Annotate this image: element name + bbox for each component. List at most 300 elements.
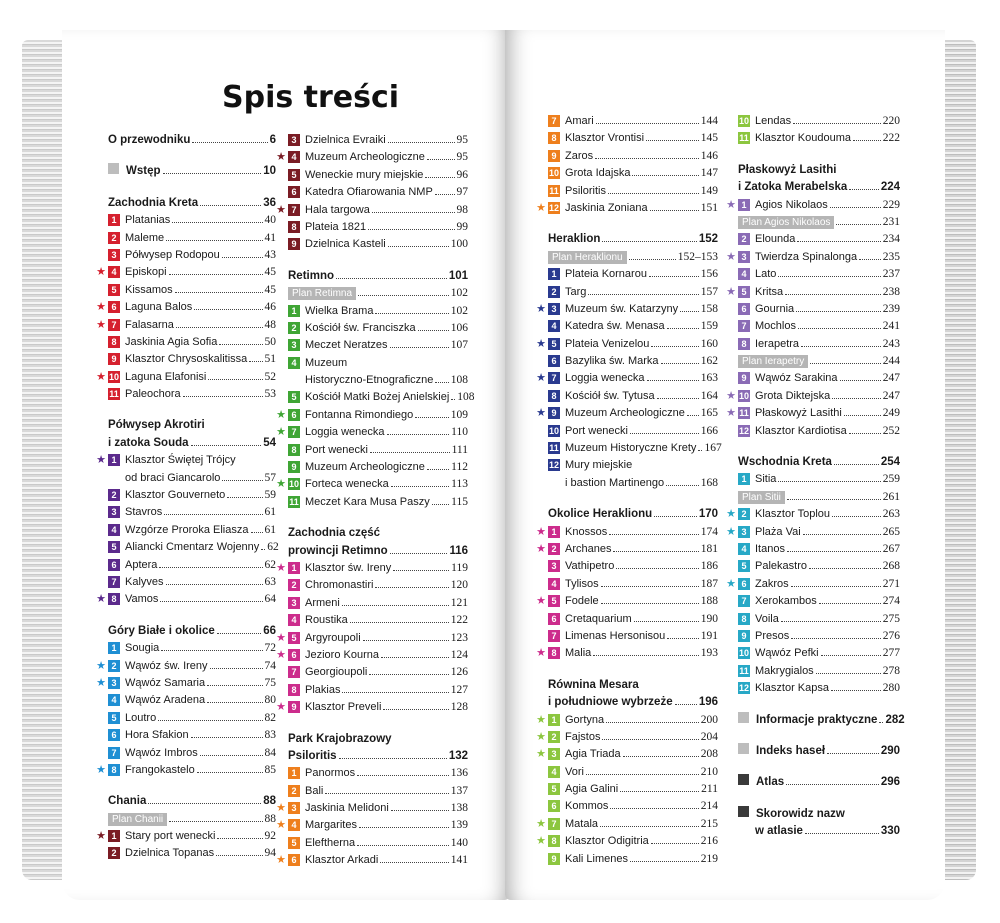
page-number: 238 — [882, 285, 900, 298]
toc-entry — [108, 811, 276, 828]
star-icon: ★ — [726, 525, 736, 538]
entry-number-badge: 7 — [548, 372, 560, 384]
entry-number-badge: 3 — [288, 597, 300, 609]
entry-label: i południowe wybrzeże — [548, 696, 673, 709]
page-number: 6 — [269, 134, 276, 146]
toc-column-2 — [276, 132, 475, 870]
entry-number-badge: 11 — [109, 389, 119, 400]
page-number: 276 — [882, 629, 900, 642]
entry-label: Wzgórze Proroka Eliasza — [125, 523, 249, 536]
entry-number-badge: 2 — [108, 660, 120, 672]
toc-section-heading — [108, 417, 276, 434]
entry-label: Fajstos — [565, 730, 601, 743]
entry-label: Dzielnica Evraiki — [305, 134, 386, 146]
entry-label: Presos — [755, 629, 790, 642]
entry-label: Wstęp — [126, 165, 161, 178]
toc-entry — [548, 781, 718, 798]
page-number: 95 — [456, 134, 468, 146]
page-number: 95 — [456, 151, 468, 164]
entry-number-badge: 9 — [548, 853, 560, 865]
toc-section-heading — [738, 806, 900, 823]
toc-entry — [276, 817, 468, 834]
entry-number-badge: 7 — [548, 630, 560, 642]
toc-entry — [288, 389, 475, 406]
leader-dots — [200, 755, 263, 756]
entry-number-badge: 6 — [108, 301, 120, 313]
toc-entry — [276, 149, 468, 166]
entry-label: Muzeum Archeologiczne — [305, 151, 425, 164]
toc-column-3 — [536, 113, 722, 868]
page-number: 99 — [456, 220, 468, 233]
star-icon: ★ — [276, 203, 286, 216]
star-icon: ★ — [726, 389, 736, 402]
entry-number-badge: 6 — [288, 649, 300, 661]
toc-entry — [276, 699, 468, 716]
toc-entry — [108, 386, 276, 403]
leader-dots — [435, 194, 455, 195]
entry-number-badge: 8 — [108, 336, 120, 348]
leader-dots — [191, 737, 263, 738]
leader-dots — [654, 516, 697, 517]
entry-number-badge: 1 — [108, 454, 120, 466]
leader-dots — [207, 702, 262, 703]
toc-section-heading — [738, 823, 900, 840]
entry-number-badge: 2 — [288, 322, 300, 334]
page-number: 234 — [882, 233, 900, 246]
entry-number-badge: 3 — [108, 677, 120, 689]
leader-dots — [166, 240, 262, 241]
leader-dots — [606, 722, 699, 723]
entry-number-badge: 8 — [738, 338, 750, 350]
entry-label: Klasztor Gouverneto — [125, 489, 226, 502]
star-icon: ★ — [96, 763, 106, 776]
entry-number-badge: 11 — [739, 665, 749, 676]
page-number: 249 — [882, 407, 900, 420]
entry-number-badge: 3 — [548, 303, 560, 315]
leader-dots — [158, 720, 262, 721]
entry-label: Płaskowyż Lasithi — [755, 407, 842, 420]
page-number: 211 — [701, 783, 718, 796]
entry-label: Gournia — [755, 302, 795, 315]
entry-number-badge: 2 — [288, 579, 300, 591]
entry-label: Półwysep Akrotiri — [108, 419, 205, 432]
page-number: 115 — [451, 495, 468, 508]
entry-label: Psiloritis — [565, 184, 606, 197]
entry-number-badge: 11 — [289, 496, 299, 507]
entry-label: Wschodnia Kreta — [738, 456, 832, 469]
entry-label: Falasarna — [125, 318, 174, 331]
leader-dots — [172, 222, 262, 223]
leader-dots — [651, 346, 698, 347]
entry-label: Weneckie mury miejskie — [305, 168, 424, 181]
page-number: 113 — [451, 478, 468, 491]
toc-entry — [108, 745, 276, 762]
page-number: 224 — [880, 181, 900, 194]
page-number: 61 — [264, 506, 276, 519]
leader-dots — [163, 173, 262, 174]
leader-dots — [372, 212, 455, 213]
toc-entry — [738, 593, 900, 610]
leader-dots — [778, 481, 880, 482]
entry-number-badge: 3 — [288, 134, 300, 146]
page-number: 163 — [700, 372, 718, 385]
toc-entry — [536, 833, 718, 850]
page-number: 241 — [882, 320, 900, 333]
toc-entry — [738, 353, 900, 370]
entry-label: Georgioupoli — [305, 666, 368, 679]
entry-number-badge: 3 — [738, 526, 750, 538]
entry-label: Zachodnia Kreta — [108, 196, 199, 209]
toc-entry — [726, 576, 900, 593]
toc-entry — [288, 167, 468, 184]
toc-entry — [548, 576, 718, 593]
entry-label: Argyroupoli — [305, 631, 361, 644]
entry-number-badge: 8 — [108, 764, 120, 776]
leader-dots — [629, 259, 676, 260]
entry-label: Chania — [108, 795, 147, 808]
leader-dots — [601, 603, 699, 604]
entry-label: Klasztor Arkadi — [305, 854, 379, 867]
toc-entry — [548, 611, 718, 628]
entry-label: Równina Mesara — [548, 678, 639, 691]
entry-label: Wąwóz Imbros — [125, 746, 198, 759]
page-number: 72 — [264, 642, 276, 655]
toc-entry — [738, 130, 900, 147]
leader-dots — [194, 309, 262, 310]
toc-entry — [738, 336, 900, 353]
toc-entry — [738, 663, 900, 680]
entry-label: Xerokambos — [755, 595, 817, 608]
entry-label: Fontanna Rimondiego — [305, 408, 414, 421]
entry-label: Amari — [565, 115, 594, 127]
toc-entry — [548, 388, 718, 405]
entry-label: Agia Galini — [565, 783, 619, 796]
entry-label: Armeni — [305, 596, 340, 609]
entry-label: Grota Diktejska — [755, 389, 831, 402]
section-square-icon — [108, 163, 119, 174]
leader-dots — [796, 311, 881, 312]
toc-entry — [738, 558, 900, 575]
leader-dots — [368, 229, 454, 230]
entry-label: Hala targowa — [305, 203, 370, 216]
leader-dots — [588, 294, 698, 295]
toc-entry — [738, 611, 900, 628]
leader-dots — [646, 140, 699, 141]
leader-dots — [383, 709, 448, 710]
page-number: 83 — [264, 729, 276, 742]
entry-label: Wąwóz św. Ireny — [125, 659, 208, 672]
leader-dots — [586, 774, 699, 775]
toc-entry — [548, 628, 718, 645]
leader-dots — [791, 638, 881, 639]
leader-dots — [787, 499, 881, 500]
entry-number-badge: 10 — [289, 479, 300, 490]
leader-dots — [388, 142, 455, 143]
page-number: 64 — [264, 593, 276, 606]
entry-number-badge: 4 — [738, 268, 750, 280]
leader-dots — [595, 158, 699, 159]
star-icon: ★ — [536, 302, 546, 315]
entry-label: Ierapetra — [755, 337, 800, 350]
page-number: 160 — [700, 337, 718, 350]
entry-label: Lato — [755, 268, 777, 281]
star-icon: ★ — [276, 426, 286, 439]
toc-entry — [96, 828, 276, 845]
entry-number-badge: 5 — [548, 338, 560, 350]
toc-entry — [726, 284, 900, 301]
page-number: 145 — [700, 132, 718, 145]
toc-section-heading — [288, 731, 468, 748]
toc-entry — [276, 852, 468, 869]
entry-label: Bazylika św. Marka — [565, 355, 659, 368]
page-number: 146 — [700, 149, 718, 162]
star-icon: ★ — [536, 647, 546, 660]
page-number: 222 — [882, 132, 900, 145]
toc-entry — [288, 595, 468, 612]
entry-label: Mochlos — [755, 320, 796, 333]
entry-label: Agia Triada — [565, 748, 621, 761]
star-icon: ★ — [276, 819, 286, 832]
page-number: 136 — [450, 767, 468, 780]
toc-entry — [96, 658, 276, 675]
toc-section-heading — [108, 623, 276, 640]
entry-label: Kościół Matki Bożej Anielskiej — [305, 391, 450, 404]
page-number: 156 — [700, 268, 718, 281]
star-icon: ★ — [276, 478, 286, 491]
page-number: 165 — [700, 407, 718, 420]
star-icon: ★ — [276, 854, 286, 867]
leader-dots — [630, 861, 699, 862]
page-number: 252 — [882, 424, 900, 437]
star-icon: ★ — [96, 301, 106, 314]
star-icon: ★ — [276, 701, 286, 714]
entry-label: Kościół św. Franciszka — [305, 321, 416, 334]
leader-dots — [350, 622, 449, 623]
entry-number-badge: 5 — [738, 560, 750, 572]
entry-number-badge: 1 — [288, 767, 300, 779]
leader-dots — [609, 534, 699, 535]
toc-entry — [96, 452, 276, 469]
toc-entry — [738, 489, 900, 506]
leader-dots — [649, 276, 699, 277]
leader-dots — [217, 633, 261, 634]
page-number: 330 — [880, 825, 900, 838]
leader-dots — [261, 549, 265, 550]
entry-number-badge: 7 — [548, 115, 560, 127]
entry-number-badge: 12 — [549, 202, 560, 213]
toc-entry — [108, 522, 276, 539]
page-number: 200 — [700, 713, 718, 726]
entry-number-badge: 5 — [288, 632, 300, 644]
toc-entry — [108, 334, 276, 351]
star-icon: ★ — [96, 676, 106, 689]
leader-dots — [778, 276, 880, 277]
entry-label: Archanes — [565, 542, 612, 555]
page-number: 188 — [700, 595, 718, 608]
page-number: 296 — [880, 776, 900, 789]
toc-entry — [738, 266, 900, 283]
entry-number-badge: 2 — [108, 232, 120, 244]
leader-dots — [830, 207, 881, 208]
leader-dots — [387, 434, 450, 435]
page-number: 102 — [450, 304, 468, 317]
entry-number-badge: 7 — [108, 747, 120, 759]
entry-label: Laguna Balos — [125, 301, 193, 314]
entry-number-badge: 9 — [548, 407, 560, 419]
entry-number-badge: 11 — [549, 185, 559, 196]
entry-label: Muzeum Archeologiczne — [305, 461, 425, 474]
toc-section-heading — [738, 454, 900, 471]
toc-entry — [536, 524, 718, 541]
page-number: 106 — [450, 321, 468, 334]
leader-dots — [647, 380, 699, 381]
leader-dots — [819, 603, 881, 604]
leader-dots — [836, 224, 880, 225]
page-number: 108 — [450, 374, 468, 387]
entry-label: Kali Limenes — [565, 852, 628, 865]
entry-label: Knossos — [565, 525, 608, 538]
toc-entry — [108, 845, 276, 862]
page-number: 112 — [451, 461, 468, 474]
page-number: 261 — [882, 490, 900, 503]
page-number: 229 — [882, 198, 900, 211]
city-plan-label: Plan Agios Nikolaos — [738, 216, 834, 229]
star-icon: ★ — [96, 593, 106, 606]
entry-number-badge: 5 — [108, 712, 120, 724]
entry-label: Meczet Neratzes — [305, 339, 388, 352]
toc-section-heading — [738, 179, 900, 196]
leader-dots — [831, 690, 881, 691]
entry-number-badge: 7 — [108, 319, 120, 331]
toc-entry — [108, 640, 276, 657]
leader-dots — [393, 570, 449, 571]
leader-dots — [415, 417, 449, 418]
toc-entry — [276, 202, 468, 219]
page-number: 280 — [882, 682, 900, 695]
page-number: 259 — [882, 473, 900, 486]
toc-entry — [276, 424, 468, 441]
entry-label: Makrygialos — [755, 664, 814, 677]
entry-label: Targ — [565, 285, 587, 298]
entry-number-badge: 7 — [288, 204, 300, 216]
leader-dots — [816, 673, 881, 674]
toc-entry — [536, 746, 718, 763]
toc-entry — [536, 200, 718, 217]
entry-label: Fodele — [565, 595, 599, 608]
toc-entry — [548, 798, 718, 815]
entry-number-badge: 1 — [738, 473, 750, 485]
toc-entry — [738, 113, 900, 130]
toc-entry — [288, 355, 468, 372]
toc-section-heading — [108, 132, 276, 149]
leader-dots — [634, 621, 699, 622]
entry-label: i zatoka Souda — [108, 436, 189, 449]
entry-label: Heraklion — [548, 233, 601, 246]
leader-dots — [616, 568, 698, 569]
star-icon: ★ — [276, 561, 286, 574]
toc-entry — [548, 457, 718, 474]
toc-entry — [96, 264, 276, 281]
page-number: 247 — [882, 389, 900, 402]
entry-number-badge: 12 — [549, 460, 560, 471]
page-number: 88 — [264, 812, 276, 825]
entry-number-badge: 6 — [548, 355, 560, 367]
entry-number-badge: 8 — [548, 835, 560, 847]
leader-dots — [601, 586, 699, 587]
star-icon: ★ — [276, 151, 286, 164]
leader-dots — [357, 845, 449, 846]
entry-number-badge: 9 — [738, 372, 750, 384]
page-number: 152–153 — [677, 250, 718, 263]
star-icon: ★ — [536, 713, 546, 726]
entry-number-badge: 4 — [288, 819, 300, 831]
page-number: 187 — [700, 577, 718, 590]
entry-label: Aliancki Cmentarz Wojenny — [125, 541, 260, 554]
page-number: 74 — [264, 659, 276, 672]
toc-section-heading — [108, 163, 276, 180]
page-number: 66 — [263, 624, 276, 637]
entry-label: Klasztor Koudouma — [755, 132, 851, 145]
toc-column-1 — [96, 132, 279, 863]
toc-entry — [548, 475, 718, 492]
page-number: 110 — [451, 426, 468, 439]
toc-entry — [738, 628, 900, 645]
page-number: 191 — [700, 629, 718, 642]
toc-entry — [726, 197, 900, 214]
leader-dots — [200, 205, 261, 206]
leader-dots — [596, 123, 699, 124]
entry-label: Paleochora — [125, 388, 181, 401]
city-plan-label: Plan Chanii — [108, 813, 167, 826]
toc-entry — [108, 230, 276, 247]
leader-dots — [844, 415, 881, 416]
page-number: 132 — [448, 749, 468, 762]
page-number: 94 — [264, 847, 276, 860]
toc-entry — [288, 219, 468, 236]
section-square-icon — [738, 743, 749, 754]
toc-entry — [726, 405, 900, 422]
entry-label: Klasztor św. Ireny — [305, 561, 392, 574]
page-number: 119 — [451, 561, 468, 574]
leader-dots — [832, 398, 881, 399]
toc-entry — [96, 299, 276, 316]
toc-entry — [276, 630, 468, 647]
entry-label: Jaskinia Agia Sofia — [125, 335, 218, 348]
toc-entry — [288, 236, 468, 253]
page-number: 53 — [264, 388, 276, 401]
entry-label: Dzielnica Kasteli — [305, 238, 386, 251]
entry-label: Loutro — [125, 711, 157, 724]
leader-dots — [793, 123, 881, 124]
entry-label: Voila — [755, 612, 779, 625]
entry-label: Episkopi — [125, 266, 167, 279]
star-icon: ★ — [536, 372, 546, 385]
entry-label: i Zatoka Merabelska — [738, 181, 848, 194]
page-number: 278 — [882, 664, 900, 677]
page-number: 139 — [450, 819, 468, 832]
entry-number-badge: 4 — [108, 266, 120, 278]
page-number: 61 — [264, 523, 276, 536]
entry-number-badge: 4 — [288, 151, 300, 163]
toc-entry — [108, 574, 276, 591]
entry-number-badge: 12 — [739, 683, 750, 694]
leader-dots — [380, 862, 448, 863]
page-number: 265 — [882, 525, 900, 538]
toc-section-heading — [738, 774, 900, 791]
entry-number-badge: 2 — [738, 508, 750, 520]
page-number: 141 — [450, 854, 468, 867]
leader-dots — [651, 843, 699, 844]
